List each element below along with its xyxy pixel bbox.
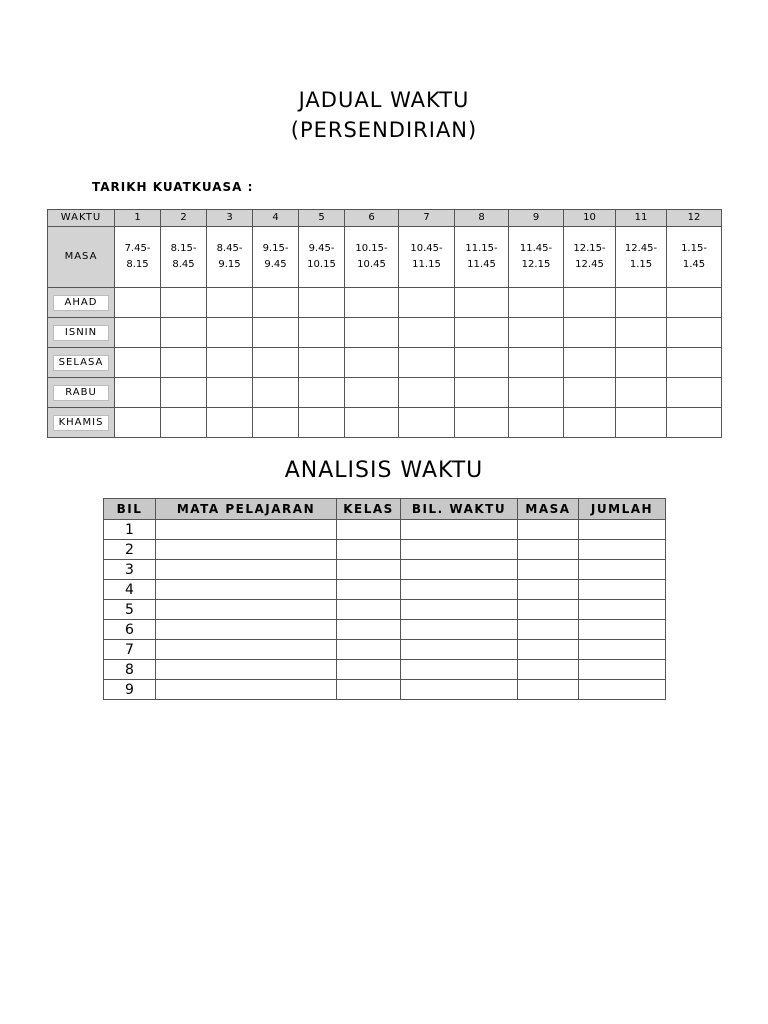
time-end: 11.45 — [467, 259, 496, 270]
analysis-cell[interactable] — [579, 580, 666, 600]
schedule-cell[interactable] — [455, 408, 509, 438]
analysis-cell[interactable] — [401, 560, 518, 580]
schedule-cell[interactable] — [564, 318, 616, 348]
time-slot — [161, 227, 207, 288]
analysis-cell[interactable] — [337, 580, 401, 600]
analysis-cell[interactable] — [518, 560, 579, 580]
schedule-cell[interactable] — [207, 348, 253, 378]
time-start: 9.45- — [308, 243, 335, 254]
column-header: MATA PELAJARAN — [156, 499, 337, 520]
schedule-cell[interactable] — [509, 408, 564, 438]
schedule-cell[interactable] — [455, 288, 509, 318]
analysis-row — [104, 600, 666, 620]
schedule-cell[interactable] — [115, 288, 161, 318]
time-slot — [299, 227, 345, 288]
time-start: 12.15- — [573, 243, 606, 254]
analysis-cell[interactable] — [518, 640, 579, 660]
time-end: 1.45 — [682, 259, 706, 270]
schedule-cell[interactable] — [207, 318, 253, 348]
page-subtitle: (PERSENDIRIAN) — [290, 118, 478, 142]
time-end: 10.45 — [357, 259, 386, 270]
timetable-grid — [47, 209, 722, 438]
schedule-cell[interactable] — [399, 288, 455, 318]
time-slot — [667, 227, 722, 288]
period-number: 11 — [616, 210, 667, 227]
analysis-cell[interactable] — [337, 680, 401, 700]
schedule-cell[interactable] — [299, 408, 345, 438]
schedule-cell[interactable] — [564, 408, 616, 438]
schedule-cell[interactable] — [616, 408, 667, 438]
analysis-cell[interactable] — [156, 640, 337, 660]
schedule-cell[interactable] — [564, 348, 616, 378]
time-end: 8.15 — [126, 259, 149, 270]
analysis-cell[interactable] — [156, 520, 337, 540]
column-header: MASA — [518, 499, 579, 520]
time-end: 9.45 — [264, 259, 287, 270]
analysis-cell[interactable] — [401, 580, 518, 600]
schedule-cell[interactable] — [253, 408, 299, 438]
analysis-table — [103, 498, 666, 700]
analysis-cell[interactable] — [156, 620, 337, 640]
row-number: 5 — [104, 600, 156, 620]
schedule-cell[interactable] — [509, 348, 564, 378]
analysis-cell[interactable] — [518, 520, 579, 540]
day-label: RABU — [53, 385, 109, 401]
day-row — [48, 408, 722, 438]
time-slot — [564, 227, 616, 288]
schedule-cell[interactable] — [207, 378, 253, 408]
schedule-cell[interactable] — [564, 288, 616, 318]
analysis-cell[interactable] — [579, 620, 666, 640]
time-start: 11.45- — [519, 243, 553, 254]
time-slot-row — [48, 227, 722, 288]
time-end: 8.45 — [172, 259, 195, 270]
analysis-cell[interactable] — [156, 660, 337, 680]
time-end: 1.15 — [629, 259, 653, 270]
time-end: 9.15 — [218, 259, 241, 270]
schedule-cell[interactable] — [161, 378, 207, 408]
schedule-cell[interactable] — [616, 378, 667, 408]
analysis-cell[interactable] — [518, 600, 579, 620]
period-header-row — [48, 210, 722, 227]
schedule-cell[interactable] — [399, 408, 455, 438]
time-end: 11.15 — [412, 259, 441, 270]
column-header: BIL. WAKTU — [401, 499, 518, 520]
analysis-row — [104, 680, 666, 700]
period-number: 4 — [253, 210, 299, 227]
schedule-cell[interactable] — [564, 378, 616, 408]
day-label: SELASA — [53, 355, 109, 371]
day-label: KHAMIS — [53, 415, 109, 431]
schedule-cell[interactable] — [115, 408, 161, 438]
day-row — [48, 348, 722, 378]
period-number: 2 — [161, 210, 207, 227]
time-start: 8.45- — [216, 243, 243, 254]
analysis-cell[interactable] — [401, 520, 518, 540]
analysis-cell[interactable] — [579, 680, 666, 700]
row-number: 8 — [104, 660, 156, 680]
schedule-cell[interactable] — [299, 318, 345, 348]
time-slot — [207, 227, 253, 288]
analysis-cell[interactable] — [401, 640, 518, 660]
time-end: 12.45 — [575, 259, 604, 270]
analysis-cell[interactable] — [156, 600, 337, 620]
period-number: 6 — [345, 210, 399, 227]
row-number: 9 — [104, 680, 156, 700]
day-cell — [48, 378, 115, 408]
analysis-cell[interactable] — [337, 540, 401, 560]
schedule-cell[interactable] — [399, 318, 455, 348]
schedule-cell[interactable] — [345, 288, 399, 318]
period-number: 9 — [509, 210, 564, 227]
period-number: 8 — [455, 210, 509, 227]
analysis-cell[interactable] — [337, 640, 401, 660]
day-row — [48, 288, 722, 318]
schedule-cell[interactable] — [345, 318, 399, 348]
row-number: 2 — [104, 540, 156, 560]
analysis-cell[interactable] — [156, 680, 337, 700]
schedule-cell[interactable] — [616, 288, 667, 318]
schedule-cell[interactable] — [399, 348, 455, 378]
day-cell — [48, 318, 115, 348]
period-number: 5 — [299, 210, 345, 227]
schedule-cell[interactable] — [509, 378, 564, 408]
column-header: JUMLAH — [579, 499, 666, 520]
page-title: JADUAL WAKTU — [298, 88, 470, 112]
time-slot — [455, 227, 509, 288]
analysis-cell[interactable] — [337, 660, 401, 680]
row-number: 4 — [104, 580, 156, 600]
analysis-row — [104, 540, 666, 560]
analysis-title: ANALISIS WAKTU — [284, 458, 484, 483]
analysis-cell[interactable] — [401, 600, 518, 620]
time-slot — [399, 227, 455, 288]
analysis-cell[interactable] — [518, 620, 579, 640]
schedule-cell[interactable] — [455, 378, 509, 408]
schedule-cell[interactable] — [299, 348, 345, 378]
schedule-cell[interactable] — [667, 348, 722, 378]
time-end: 12.15 — [521, 259, 551, 270]
waktu-label: WAKTU — [48, 210, 115, 227]
analysis-cell[interactable] — [518, 580, 579, 600]
analysis-row — [104, 640, 666, 660]
time-slot — [115, 227, 161, 288]
schedule-cell[interactable] — [616, 348, 667, 378]
period-number: 1 — [115, 210, 161, 227]
schedule-cell[interactable] — [455, 318, 509, 348]
time-start: 11.15- — [465, 243, 498, 254]
effective-date-label: TARIKH KUATKUASA : — [92, 180, 254, 194]
time-slot — [345, 227, 399, 288]
day-cell — [48, 348, 115, 378]
period-number: 3 — [207, 210, 253, 227]
analysis-row — [104, 660, 666, 680]
schedule-cell[interactable] — [161, 288, 207, 318]
masa-label: MASA — [48, 227, 115, 288]
analysis-row — [104, 520, 666, 540]
analysis-cell[interactable] — [401, 660, 518, 680]
time-start: 1.15- — [681, 243, 707, 254]
time-start: 12.45- — [624, 243, 658, 254]
schedule-cell[interactable] — [509, 288, 564, 318]
analysis-cell[interactable] — [156, 580, 337, 600]
schedule-cell[interactable] — [299, 378, 345, 408]
time-slot — [253, 227, 299, 288]
time-start: 9.15- — [262, 243, 289, 254]
schedule-cell[interactable] — [667, 378, 722, 408]
time-start: 7.45- — [124, 243, 151, 254]
analysis-cell[interactable] — [156, 540, 337, 560]
analysis-cell[interactable] — [518, 660, 579, 680]
time-slot — [616, 227, 667, 288]
schedule-cell[interactable] — [253, 348, 299, 378]
row-number: 1 — [104, 520, 156, 540]
schedule-cell[interactable] — [161, 318, 207, 348]
column-header: KELAS — [337, 499, 401, 520]
day-row — [48, 378, 722, 408]
schedule-cell[interactable] — [161, 408, 207, 438]
period-number: 7 — [399, 210, 455, 227]
schedule-cell[interactable] — [616, 318, 667, 348]
schedule-cell[interactable] — [115, 318, 161, 348]
analysis-cell[interactable] — [337, 520, 401, 540]
analysis-cell[interactable] — [156, 560, 337, 580]
schedule-cell[interactable] — [115, 378, 161, 408]
schedule-cell[interactable] — [253, 318, 299, 348]
analysis-cell[interactable] — [337, 560, 401, 580]
schedule-cell[interactable] — [207, 408, 253, 438]
schedule-cell[interactable] — [345, 348, 399, 378]
analysis-cell[interactable] — [401, 540, 518, 560]
schedule-cell[interactable] — [161, 348, 207, 378]
column-header: BIL — [104, 499, 156, 520]
schedule-cell[interactable] — [667, 318, 722, 348]
time-start: 10.15- — [355, 243, 388, 254]
schedule-cell[interactable] — [455, 348, 509, 378]
period-number: 12 — [667, 210, 722, 227]
analysis-cell[interactable] — [579, 640, 666, 660]
day-label: AHAD — [53, 295, 109, 311]
schedule-cell[interactable] — [667, 408, 722, 438]
analysis-row — [104, 560, 666, 580]
day-cell — [48, 288, 115, 318]
schedule-cell[interactable] — [253, 288, 299, 318]
schedule-cell[interactable] — [667, 288, 722, 318]
time-start: 8.15- — [170, 243, 197, 254]
period-number: 10 — [564, 210, 616, 227]
schedule-cell[interactable] — [299, 288, 345, 318]
time-start: 10.45- — [410, 243, 443, 254]
schedule-cell[interactable] — [115, 348, 161, 378]
analysis-row — [104, 620, 666, 640]
time-slot — [509, 227, 564, 288]
row-number: 3 — [104, 560, 156, 580]
analysis-cell[interactable] — [579, 520, 666, 540]
analysis-cell[interactable] — [337, 600, 401, 620]
schedule-cell[interactable] — [207, 288, 253, 318]
row-number: 7 — [104, 640, 156, 660]
schedule-cell[interactable] — [345, 408, 399, 438]
analysis-cell[interactable] — [337, 620, 401, 640]
analysis-cell[interactable] — [401, 620, 518, 640]
schedule-cell[interactable] — [253, 378, 299, 408]
analysis-cell[interactable] — [579, 560, 666, 580]
schedule-cell[interactable] — [509, 318, 564, 348]
analysis-row — [104, 580, 666, 600]
day-row — [48, 318, 722, 348]
analysis-cell[interactable] — [518, 680, 579, 700]
schedule-cell[interactable] — [345, 378, 399, 408]
analysis-cell[interactable] — [579, 660, 666, 680]
analysis-cell[interactable] — [579, 600, 666, 620]
analysis-cell[interactable] — [579, 540, 666, 560]
time-end: 10.15 — [307, 259, 336, 270]
day-label: ISNIN — [53, 325, 109, 341]
analysis-cell[interactable] — [401, 680, 518, 700]
analysis-cell[interactable] — [518, 540, 579, 560]
row-number: 6 — [104, 620, 156, 640]
schedule-cell[interactable] — [399, 378, 455, 408]
analysis-header-row — [104, 499, 666, 520]
day-cell — [48, 408, 115, 438]
